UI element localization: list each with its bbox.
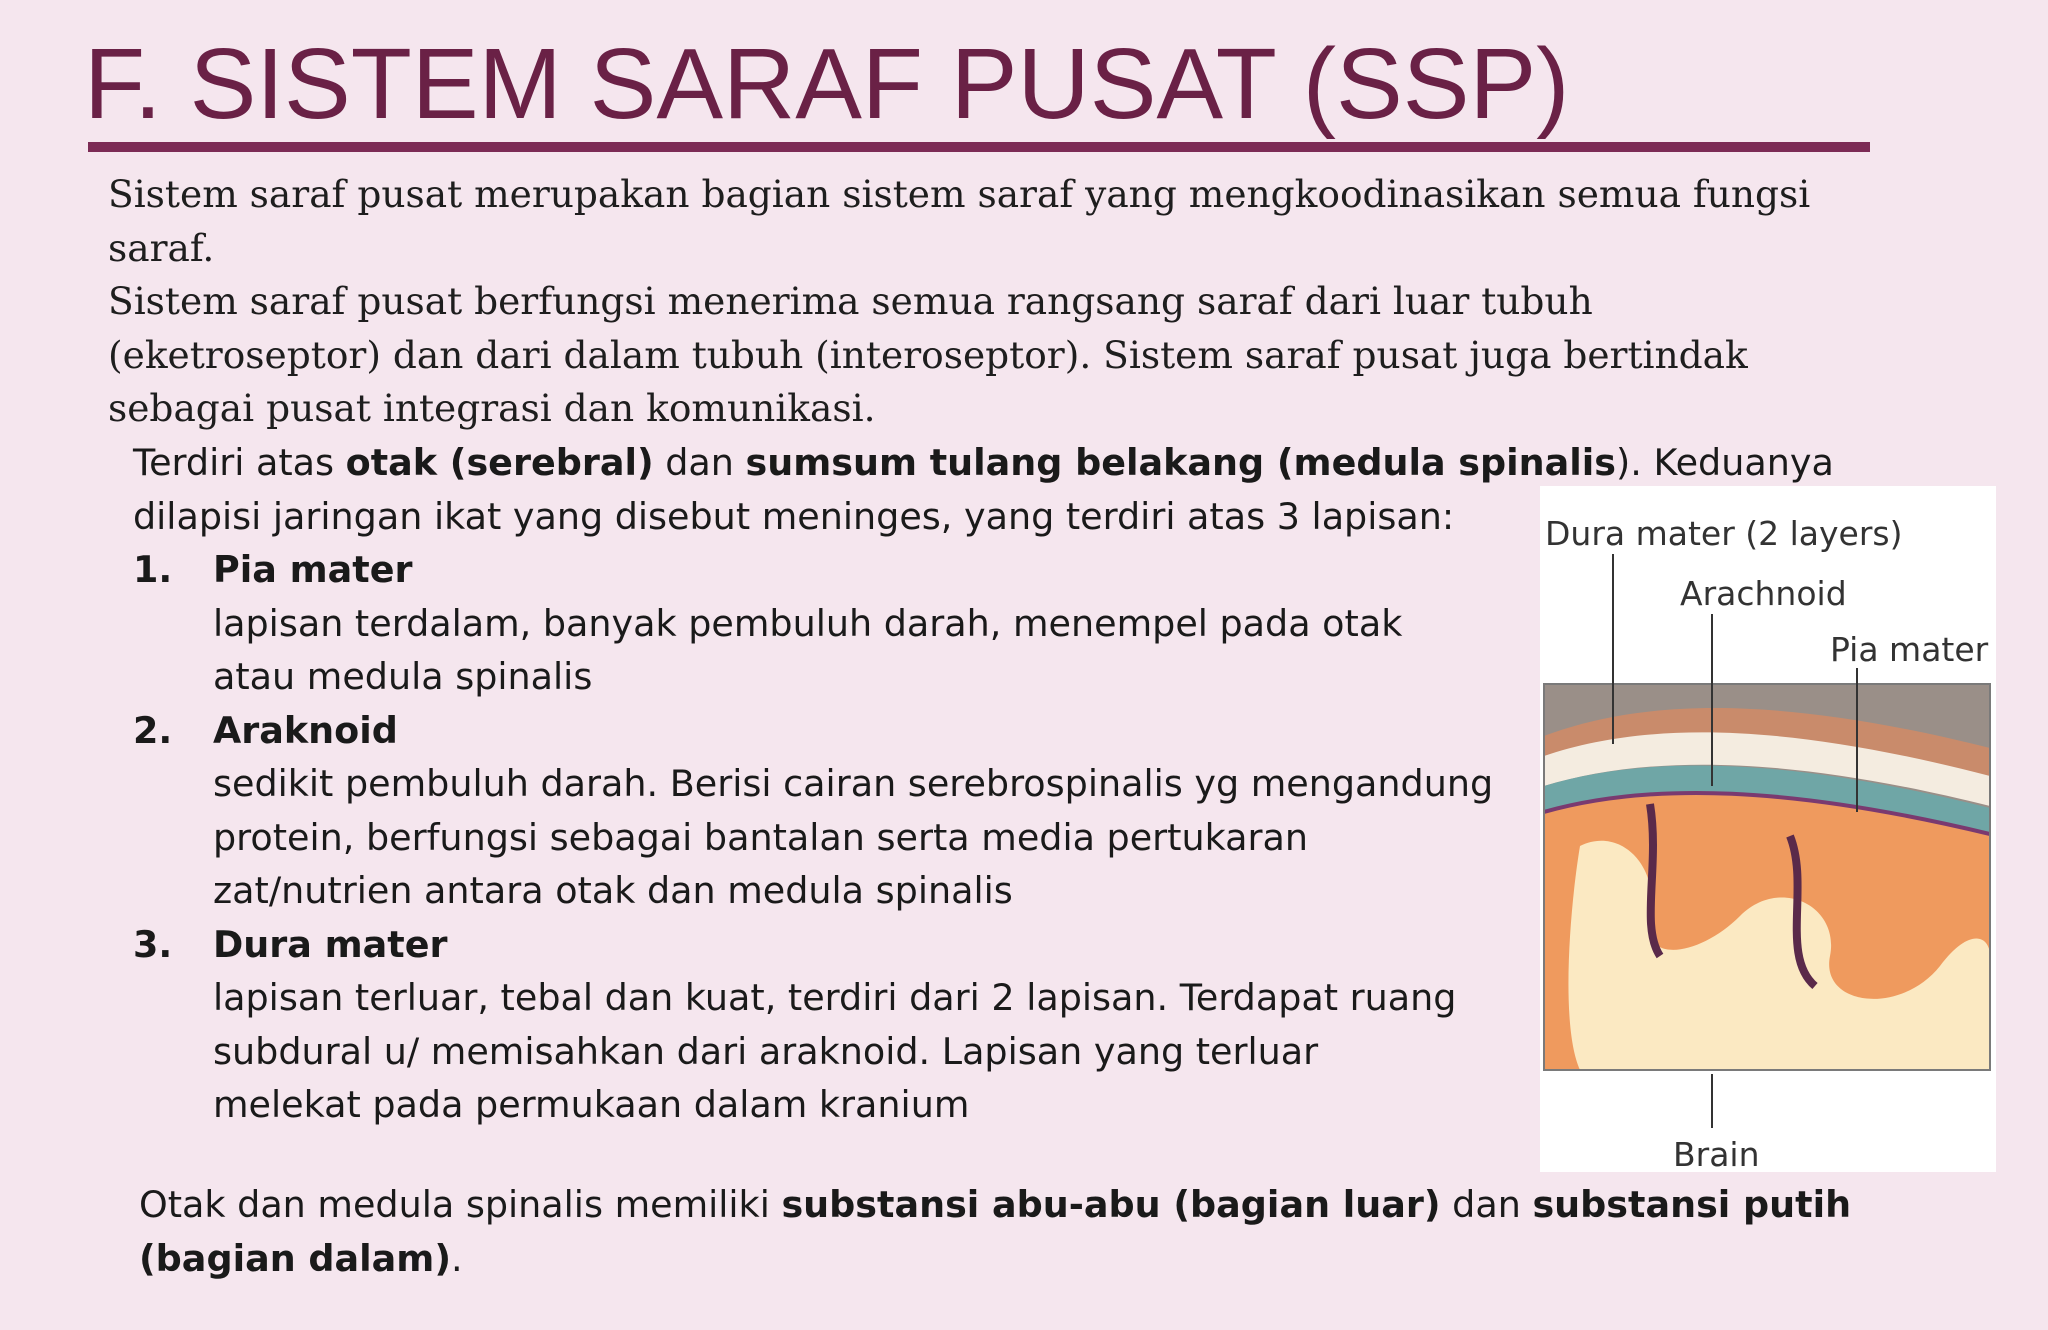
dura-label: Dura mater (2 layers): [1545, 514, 1903, 553]
pia-label: Pia mater: [1830, 630, 1989, 669]
gray-matter-term: substansi abu-abu (bagian luar): [781, 1183, 1441, 1226]
intro-section: [108, 168, 1868, 436]
brain-label: Brain: [1673, 1135, 1760, 1174]
meninges-list: [133, 543, 1513, 1132]
white-matter-term: substansi putih (bagian dalam): [139, 1183, 1852, 1280]
slide-title: F. SISTEM SARAF PUSAT (SSP): [84, 28, 1570, 140]
closing-prefix: Otak dan medula spinalis memiliki: [139, 1183, 782, 1226]
composition-prefix: Terdiri atas: [133, 441, 346, 484]
composition-spinal-cord: sumsum tulang belakang (medula spinalis: [745, 441, 1617, 484]
intro-paragraph-1: Sistem saraf pusat merupakan bagian sistem saraf yang mengkoodinasikan semua fungsi saraf.: [108, 172, 1811, 270]
closing-suffix: .: [451, 1236, 463, 1280]
intro-paragraph-2: Sistem saraf pusat berfungsi menerima semua rangsang saraf dari luar tubuh (eketroseptor) dan dari dalam tubuh (interoseptor). Sistem saraf pusat juga bertindak sebagai pusat integrasi dan komunikasi.: [108, 279, 1748, 430]
composition-middle: dan: [653, 441, 746, 484]
meninges-diagram: [1540, 486, 1996, 1172]
composition-suffix: ). Keduanya dilapisi jaringan ikat yang disebut meninges, yang terdiri atas 3 lapisan:: [133, 441, 1834, 538]
layer-name: Dura mater: [213, 922, 448, 966]
list-item: [133, 704, 1513, 918]
layer-description: sedikit pembuluh darah. Berisi cairan serebrospinalis yg mengandung protein, berfungsi sebagai bantalan serta media pertukaran zat/nutrien antara otak dan medula spinalis: [213, 762, 1494, 912]
closing-paragraph: [139, 1178, 1879, 1285]
layer-description: lapisan terdalam, banyak pembuluh darah, menempel pada otak atau medula spinalis: [213, 601, 1403, 698]
arachnoid-label: Arachnoid: [1680, 574, 1847, 613]
composition-brain: otak (serebral): [345, 441, 654, 484]
layer-name: Pia mater: [213, 548, 413, 591]
list-number: 2.: [133, 708, 173, 752]
list-item: [133, 918, 1513, 1132]
layer-description: lapisan terluar, tebal dan kuat, terdiri dari 2 lapisan. Terdapat ruang subdural u/ memisahkan dari araknoid. Lapisan yang terluar melekat pada permukaan dalam kranium: [213, 976, 1457, 1126]
closing-middle: dan: [1440, 1183, 1533, 1226]
list-number: 1.: [133, 548, 173, 591]
layer-name: Araknoid: [213, 708, 398, 752]
title-underline: [88, 142, 1870, 152]
list-number: 3.: [133, 922, 173, 966]
list-item: [133, 543, 1513, 704]
